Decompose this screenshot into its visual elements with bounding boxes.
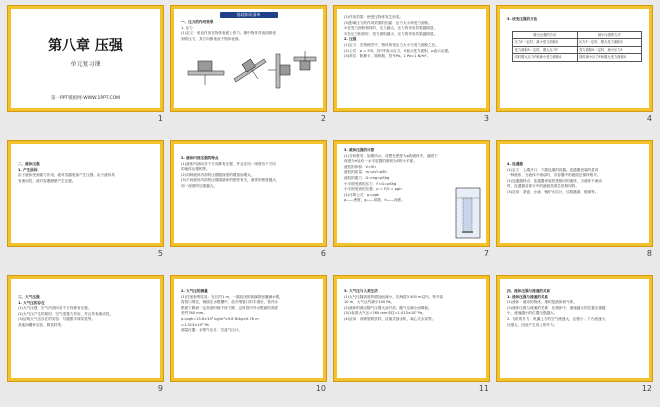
slide-number-5: 5 [157, 249, 163, 258]
slide-1-canvas[interactable] [8, 6, 163, 111]
slide-thumbnail-4[interactable] [497, 6, 652, 132]
slide-thumbnail-10[interactable] [171, 276, 326, 402]
liquid-column-diagram-icon [453, 184, 483, 242]
slide-11-text: 3. 大气压与人类生活 (1)大气压随高度的增加而减小。在海拔3 000 m以内，每升高 10 m，大气压约减小100 Pa。 (2)液体的沸点随气压增大而升高，随气压减小而降低。 (3)1标准大气压=760 mm汞柱=1.013×10⁵ Pa。 (4)应用：用吸管吸饮料、活塞式抽水机、离心式水泵等。 [344, 289, 444, 321]
slide-7-canvas[interactable] [334, 141, 489, 246]
slide-number-7: 7 [483, 249, 489, 258]
slide-number-10: 10 [315, 384, 326, 393]
slide-5-canvas[interactable] [8, 141, 163, 246]
slide-10-canvas[interactable] [171, 276, 326, 381]
slide-1-subtitle: 单元复习课 [70, 61, 101, 68]
slide-thumbnail-8[interactable] [497, 141, 652, 267]
slide-thumbnail-5[interactable] [8, 141, 163, 267]
slide-sorter-grid [8, 6, 654, 402]
table-row: 同时增大压力F和减小受力面积S 同时减小压力F和增大受力面积S [513, 54, 642, 61]
slide-9-text: 三、大气压强 1. 大气压的存在 (1)大气压强：空气内部向各个方向都有压强。 (2)大气压产生的原因：空气受重力作用，并且具有流动性。 (3)证明大气压存在的实验：马德堡半球实验等。 其他如覆杯实验、吸饮料等。 [18, 295, 113, 327]
slide-3-canvas[interactable] [334, 6, 489, 111]
slide-number-6: 6 [320, 249, 326, 258]
slide-8-text: 4. 连通器 (1)定义：上端开口、下端连通的容器。连通器里装的是同 一种液体，当液体不流动时，各容器中的液面总保持相平。 (2)连通器特点：连通器里装的是相同的液体，当液体不流动 时，连通器各部分中的液面高度总是相同的。 (3)应用：茶壶、水壶、锅炉水位计、过路涵洞、船闸等。 [507, 162, 602, 194]
slide-12-canvas[interactable] [497, 276, 652, 381]
slide-2-text: 一、压力的作用效果 1. 压力 (1)定义：垂直作用在物体表面上的力。图中物体对表面都受 到的压力，其方向都垂直于物体表面。 [181, 20, 276, 41]
slide-number-3: 3 [483, 114, 489, 123]
slide-number-1: 1 [157, 114, 163, 123]
slide-thumbnail-7[interactable] [334, 141, 489, 267]
slide-thumbnail-9[interactable] [8, 276, 163, 402]
slide-2-header-badge: 基础知识清单 [220, 12, 278, 18]
slide-thumbnail-12[interactable] [497, 276, 652, 402]
slide-thumbnail-6[interactable] [171, 141, 326, 267]
slide-number-2: 2 [320, 114, 326, 123]
slide-1-title: 第八章 压强 [48, 38, 123, 54]
slide-4-canvas[interactable] [497, 6, 652, 111]
slide-thumbnail-3[interactable] [334, 6, 489, 132]
pressure-methods-table [512, 31, 642, 62]
slide-1-footer: 第一PPT模板网-WWW.1PPT.COM [50, 96, 121, 101]
slide-number-12: 12 [641, 384, 652, 393]
table-row: 增大压强的方法 减小压强的方法 [513, 32, 642, 39]
slide-12-text: 四、流体压强与流速的关系 1. 流体压强与流速的关系 (1)流体：流动的物体，指的是液体和气体。 (2)流体压强与流速的关系：在流体中，流速越大的位置压强越 小，流速越小的位置压强越大。 2. 飞机的升力：机翼上方的空气流速大，压强小；下方流速小， 压强大，因此产生向上的升力。 [507, 289, 609, 327]
table-row: 受力面积S一定时，增大压力F 受力面积S一定时，减小压力F [513, 46, 642, 53]
slide-8-canvas[interactable] [497, 141, 652, 246]
slide-5-text: 二、液体压强 1. 产生原因 由于液体受到重力作用，液对容器底部产生压强；由于液体具 有流动性，液对容器侧壁产生压强。 [18, 162, 116, 183]
slide-10-text: 2. 大气压的测量 (1)托里拆利实验：在长约1 m，一端封闭的玻璃管里灌满水银， 将管口堵住，倒插在水银槽中，放开堵管口的手指后，管内水 银面下降到一定高度时就不再下降，这时管内外水银面的高度 差约760 mm。 p=ρgh=13.6×10³ kg/m³×9.8 N/kg×0.76 m ≈1.013×10⁵ Pa 测量仪器：水银气压计、空盒气压计。 [181, 289, 283, 333]
slide-7-text: 3. 液体压强的计算 (1)分析推导：如图所示，设想在密度为ρ的液体中，液面下 深度为h处有一水平放置的面积为S的小平面。 液柱的体积：V=Sh 液柱的质量：m=ρV=ρSh 液柱的重力：G=mg=ρShg 小平面受到的压力：F=G=ρShg 小平面受到的压强：p = F/S = ρgh (2)计算公式：p=ρgh ρ——密度；g——常数；h——深度。 [344, 148, 438, 203]
slide-thumbnail-1[interactable] [8, 6, 163, 132]
slide-4-text: 3. 改变压强的方法 [507, 17, 538, 21]
slide-9-canvas[interactable] [8, 276, 163, 381]
slide-thumbnail-2[interactable] [171, 6, 326, 132]
slide-11-canvas[interactable] [334, 276, 489, 381]
slide-6-text: 2. 液体内部压强的特点 (1)液体内部向各个方向都有压强，并且在同一深度各个方向 的液体压强相等。 (2)同种液体内部的压强随深度的增加而增大。 (3)不同液体内部的压强跟液体的密度有关，液体的密度越大， 同一深度的压强越大。 [181, 156, 280, 188]
slide-2-canvas[interactable] [171, 6, 326, 111]
slide-number-9: 9 [157, 384, 163, 393]
pressure-diagram-icon [184, 49, 319, 104]
table-row: 压力F一定时，减小受力面积S 压力F一定时，增大受力面积S [513, 39, 642, 46]
slide-thumbnail-11[interactable] [334, 276, 489, 402]
slide-6-canvas[interactable] [171, 141, 326, 246]
slide-number-8: 8 [646, 249, 652, 258]
slide-number-4: 4 [646, 114, 652, 123]
slide-number-11: 11 [478, 384, 489, 393]
slide-3-text: (2)作用效果：使受压物体发生形变。 (3)影响压力的作用效果的因素：压力大小和受力面积。 ①在受力面积相同时，压力越大，压力的作用效果越明显。 ②在压力相同时，受力面积越小，压力的作用效果越明显。 2. 压强 (1)定义：在物理学中，物体所受压力大小与受力面积之比。 (2)公式：p = F/S，其中F表示压力，S表示受力面积，p表示压强。 (3)单位：帕斯卡，简称帕，符号Pa。1 Pa=1 N/m²。 [344, 15, 452, 59]
